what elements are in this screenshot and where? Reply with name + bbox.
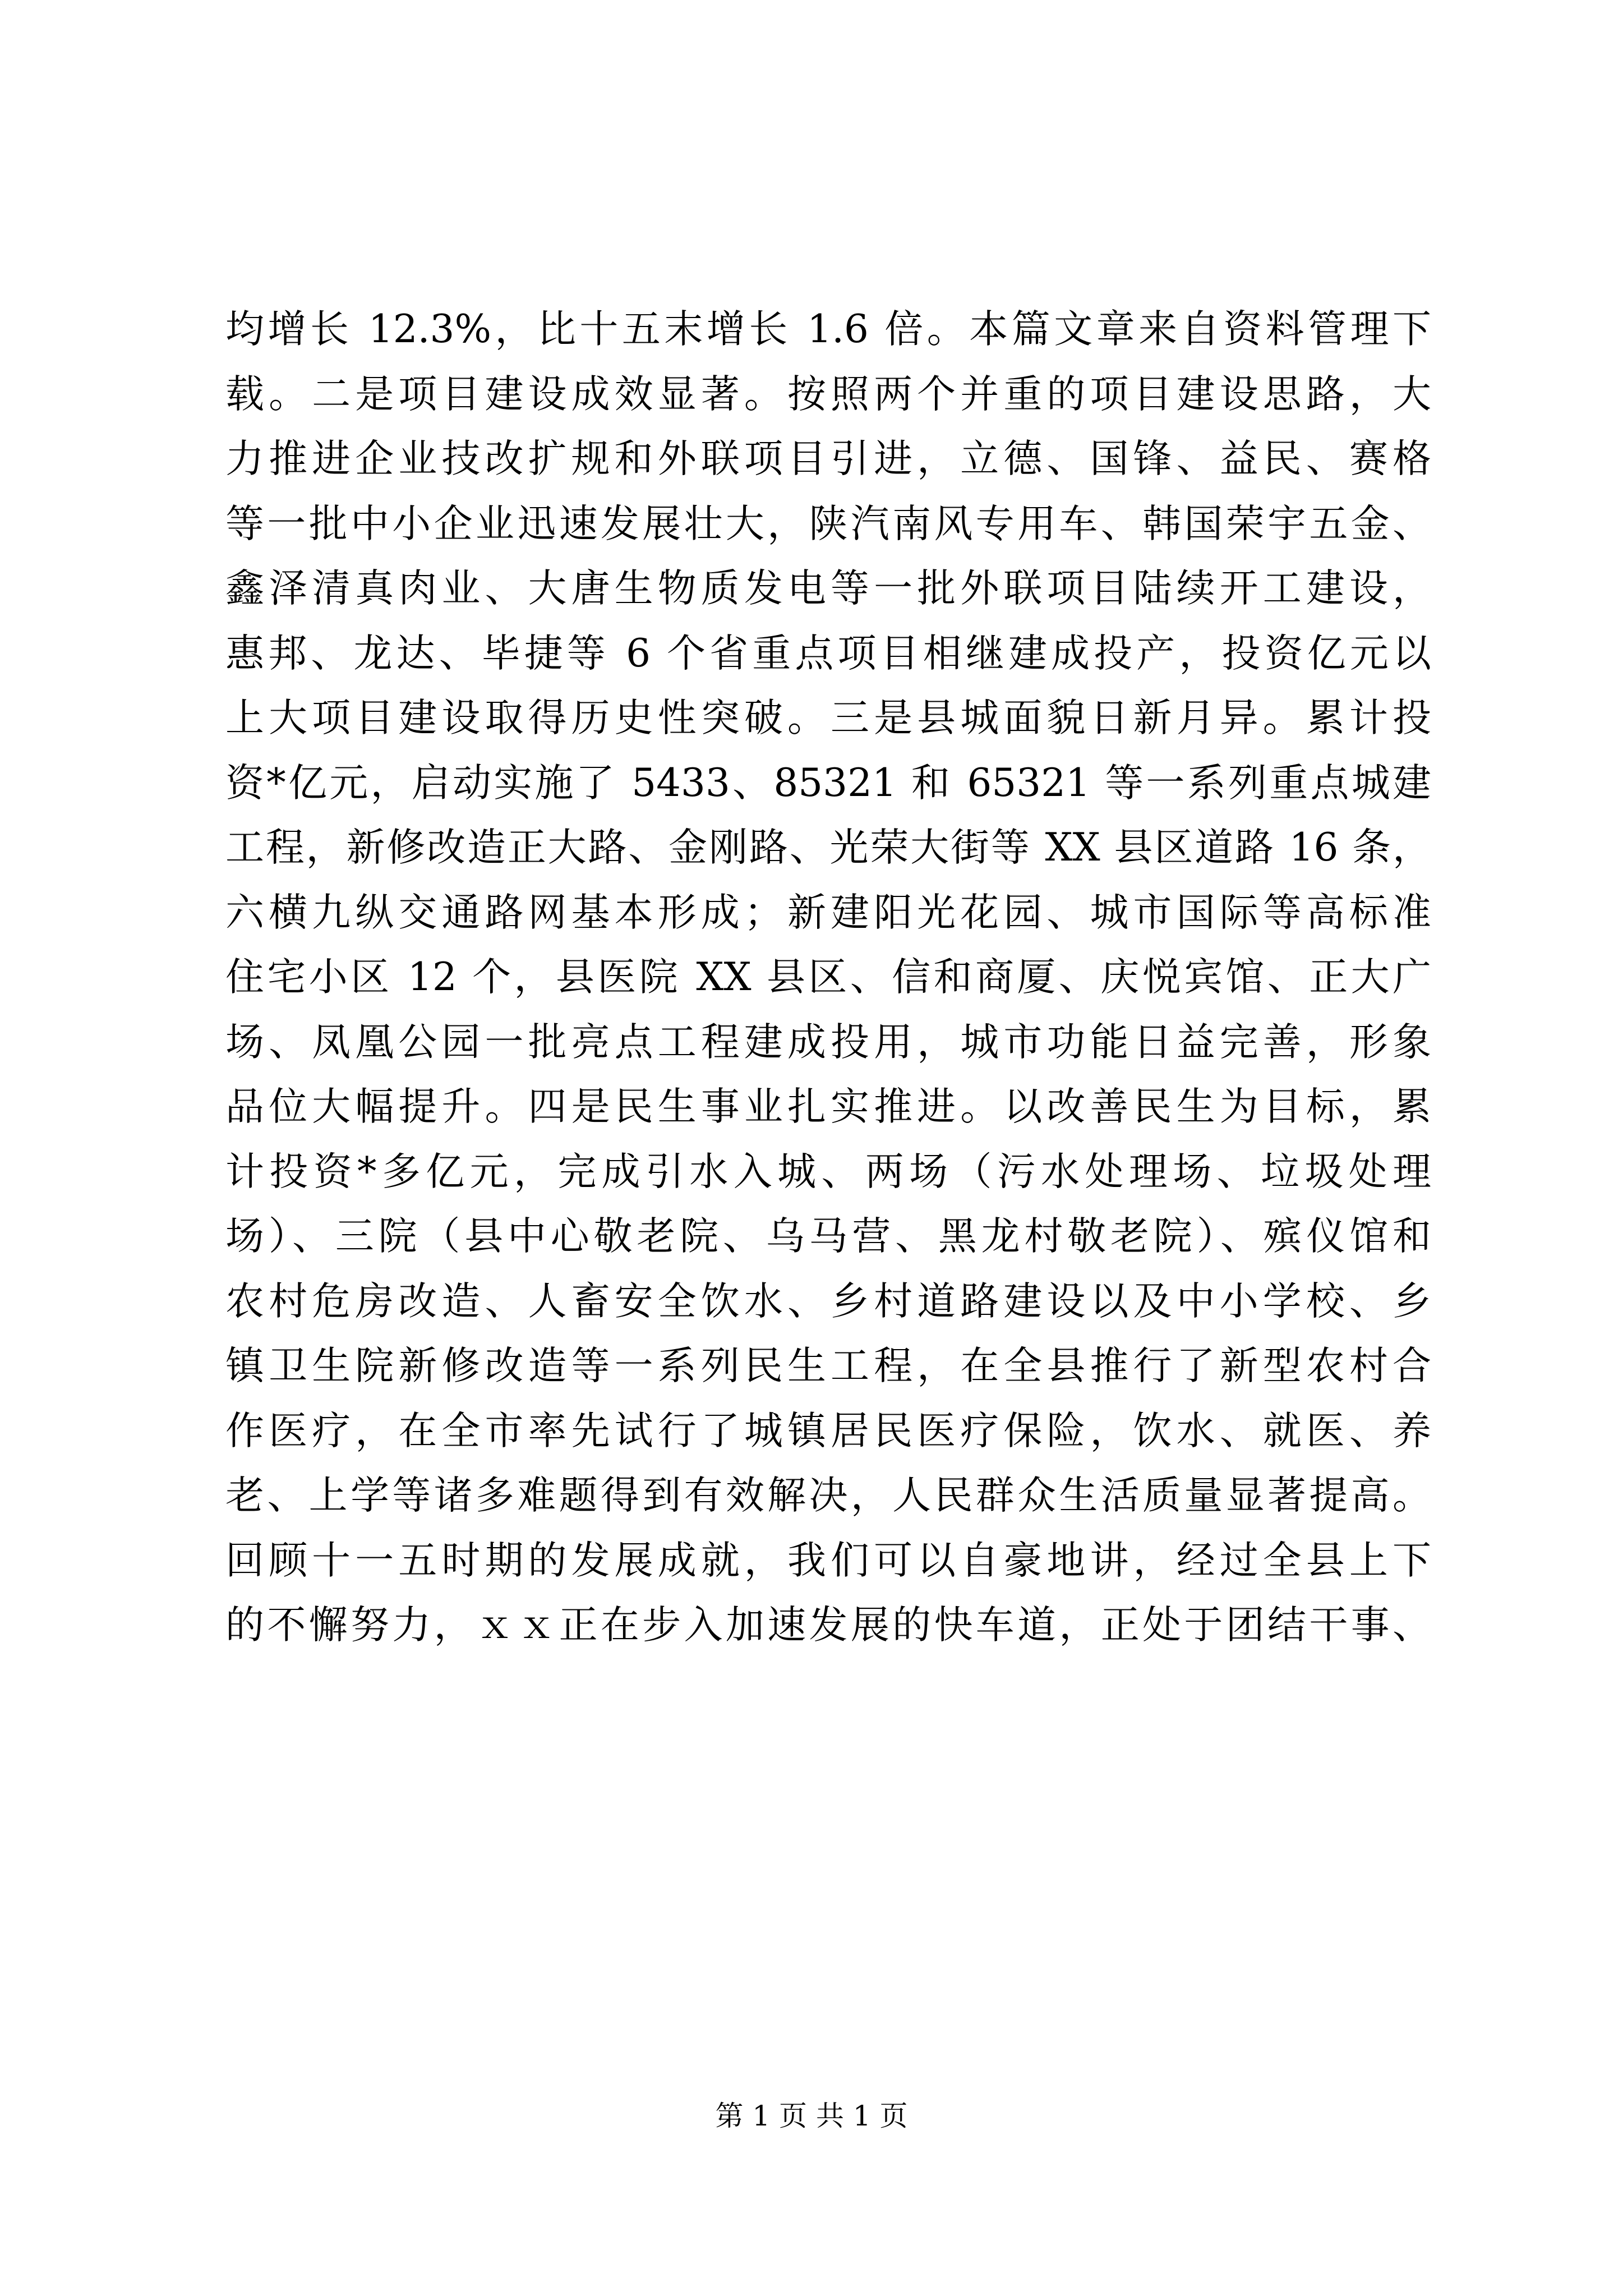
text-line: 品位大幅提升。四是民生事业扎实推进。以改善民生为目标，累 [225,1084,1431,1129]
text-line: 六横九纵交通路网基本形成；新建阳光花园、城市国际等高标准 [225,890,1431,935]
text-line: 场、凤凰公园一批亮点工程建成投用，城市功能日益完善，形象 [225,1019,1431,1065]
page-footer: 第 1 页 共 1 页 [715,2100,908,2132]
text-line: 老、上学等诸多难题得到有效解决，人民群众生活质量显著提高。 [225,1473,1431,1518]
text-line: 镇卫生院新修改造等一系列民生工程，在全县推行了新型农村合 [225,1343,1431,1388]
text-line: 鑫泽清真肉业、大唐生物质发电等一批外联项目陆续开工建设， [225,566,1431,611]
text-line: 住宅小区 12 个，县医院 XX 县区、信和商厦、庆悦宾馆、正大广 [225,955,1431,1000]
text-line: 工程，新修改造正大路、金刚路、光荣大街等 XX 县区道路 16 条， [225,825,1431,870]
text-line: 载。二是项目建设成效显著。按照两个并重的项目建设思路，大 [225,371,1431,417]
text-line: 等一批中小企业迅速发展壮大，陕汽南风专用车、韩国荣宇五金、 [225,501,1431,546]
text-line: 场）、三院（县中心敬老院、乌马营、黑龙村敬老院）、殡仪馆和 [225,1214,1431,1259]
text-line: 资*亿元，启动实施了 5433、85321 和 65321 等一系列重点城建 [225,760,1431,806]
text-line: 力推进企业技改扩规和外联项目引进，立德、国锋、益民、赛格 [225,436,1431,481]
text-line: 作医疗，在全市率先试行了城镇居民医疗保险，饮水、就医、养 [225,1408,1431,1453]
text-line: 的不懈努力，ｘｘ正在步入加速发展的快车道，正处于团结干事、 [225,1603,1431,1648]
text-line: 上大项目建设取得历史性突破。三是县城面貌日新月异。累计投 [225,696,1431,740]
text-line: 均增长 12.3%，比十五末增长 1.6 倍。本篇文章来自资料管理下 [225,307,1431,352]
text-line: 农村危房改造、人畜安全饮水、乡村道路建设以及中小学校、乡 [225,1278,1431,1324]
body-text [225,297,1431,1658]
text-line: 惠邦、龙达、毕捷等 6 个省重点项目相继建成投产，投资亿元以 [225,631,1431,676]
text-line: 回顾十一五时期的发展成就，我们可以自豪地讲，经过全县上下 [225,1538,1431,1583]
text-line: 计投资*多亿元，完成引水入城、两场（污水处理场、垃圾处理 [225,1149,1431,1194]
